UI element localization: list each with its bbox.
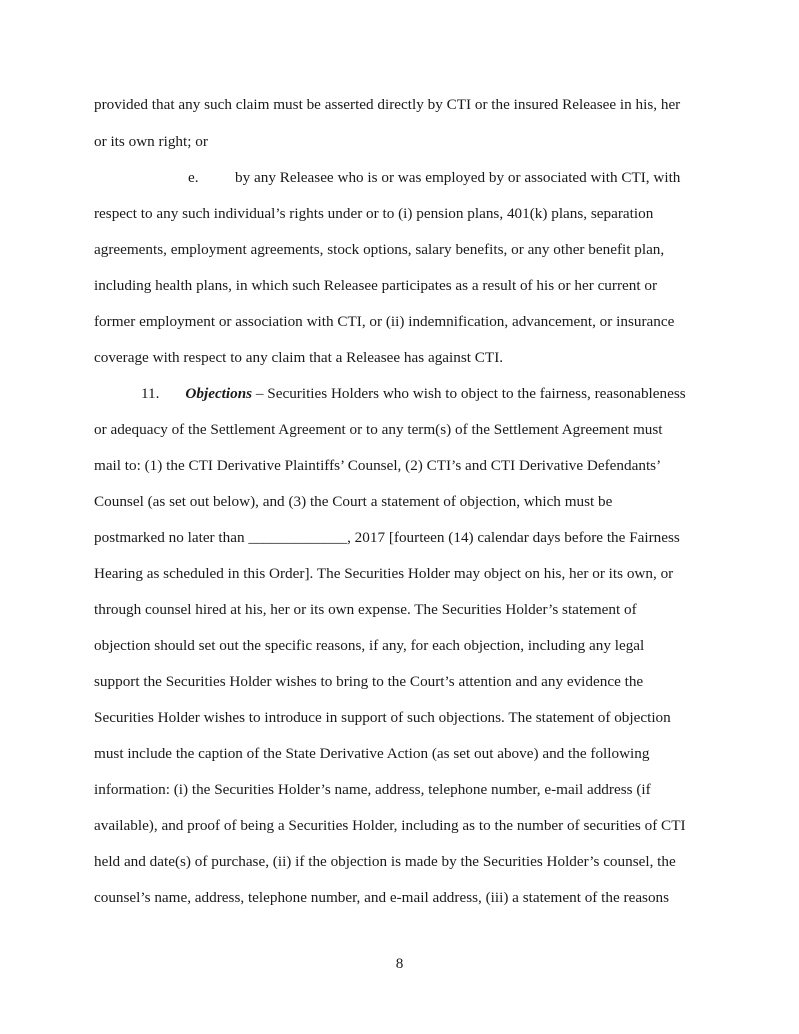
body-text-line: objection should set out the specific reasons, if any, for each objection, including any legal (94, 637, 645, 654)
list-item-letter: e. (188, 169, 199, 186)
body-text-line: Counsel (as set out below), and (3) the Court a statement of objection, which must be (94, 493, 613, 510)
body-text-line: or adequacy of the Settlement Agreement or to any term(s) of the Settlement Agreement must (94, 421, 663, 438)
body-text-line: agreements, employment agreements, stock options, salary benefits, or any other benefit plan, (94, 241, 665, 258)
body-text-line: held and date(s) of purchase, (ii) if the objection is made by the Securities Holder’s counsel, the (94, 853, 676, 870)
list-item-first-line: by any Releasee who is or was employed by or associated with CTI, with (235, 169, 681, 186)
body-text-line: respect to any such individual’s rights under or to (i) pension plans, 401(k) plans, separation (94, 205, 654, 222)
body-text-line: provided that any such claim must be asserted directly by CTI or the insured Releasee in his, her (94, 96, 681, 113)
body-text-line: postmarked no later than _____________, 2017 [fourteen (14) calendar days before the Fairness (94, 529, 680, 546)
body-text-line: must include the caption of the State Derivative Action (as set out above) and the following (94, 745, 650, 762)
body-text-line: Hearing as scheduled in this Order]. The Securities Holder may object on his, her or its own, or (94, 565, 674, 582)
section-11-first-line (141, 385, 686, 403)
body-text-line: information: (i) the Securities Holder’s name, address, telephone number, e-mail address (if (94, 781, 651, 798)
body-text-line: Securities Holder wishes to introduce in support of such objections. The statement of objection (94, 709, 671, 726)
body-text-line: available), and proof of being a Securities Holder, including as to the number of securities of CTI (94, 817, 686, 834)
body-text-line: including health plans, in which such Releasee participates as a result of his or her current or (94, 277, 658, 294)
body-text-line: coverage with respect to any claim that a Releasee has against CTI. (94, 349, 504, 366)
body-text-line: support the Securities Holder wishes to bring to the Court’s attention and any evidence the (94, 673, 644, 690)
page-number: 8 (395, 955, 404, 972)
body-text-line: through counsel hired at his, her or its own expense. The Securities Holder’s statement of (94, 601, 637, 618)
body-text-line: counsel’s name, address, telephone number, and e-mail address, (iii) a statement of the reasons (94, 889, 670, 906)
section-heading: Objections (185, 385, 253, 402)
body-text-line: mail to: (1) the CTI Derivative Plaintiffs’ Counsel, (2) CTI’s and CTI Derivative Defendants’ (94, 457, 662, 474)
section-number: 11. (141, 385, 160, 402)
body-text-line: former employment or association with CTI, or (ii) indemnification, advancement, or insurance (94, 313, 675, 330)
body-text-line: or its own right; or (94, 133, 208, 150)
section-first-line-text: – Securities Holders who wish to object to the fairness, reasonableness (252, 385, 686, 402)
